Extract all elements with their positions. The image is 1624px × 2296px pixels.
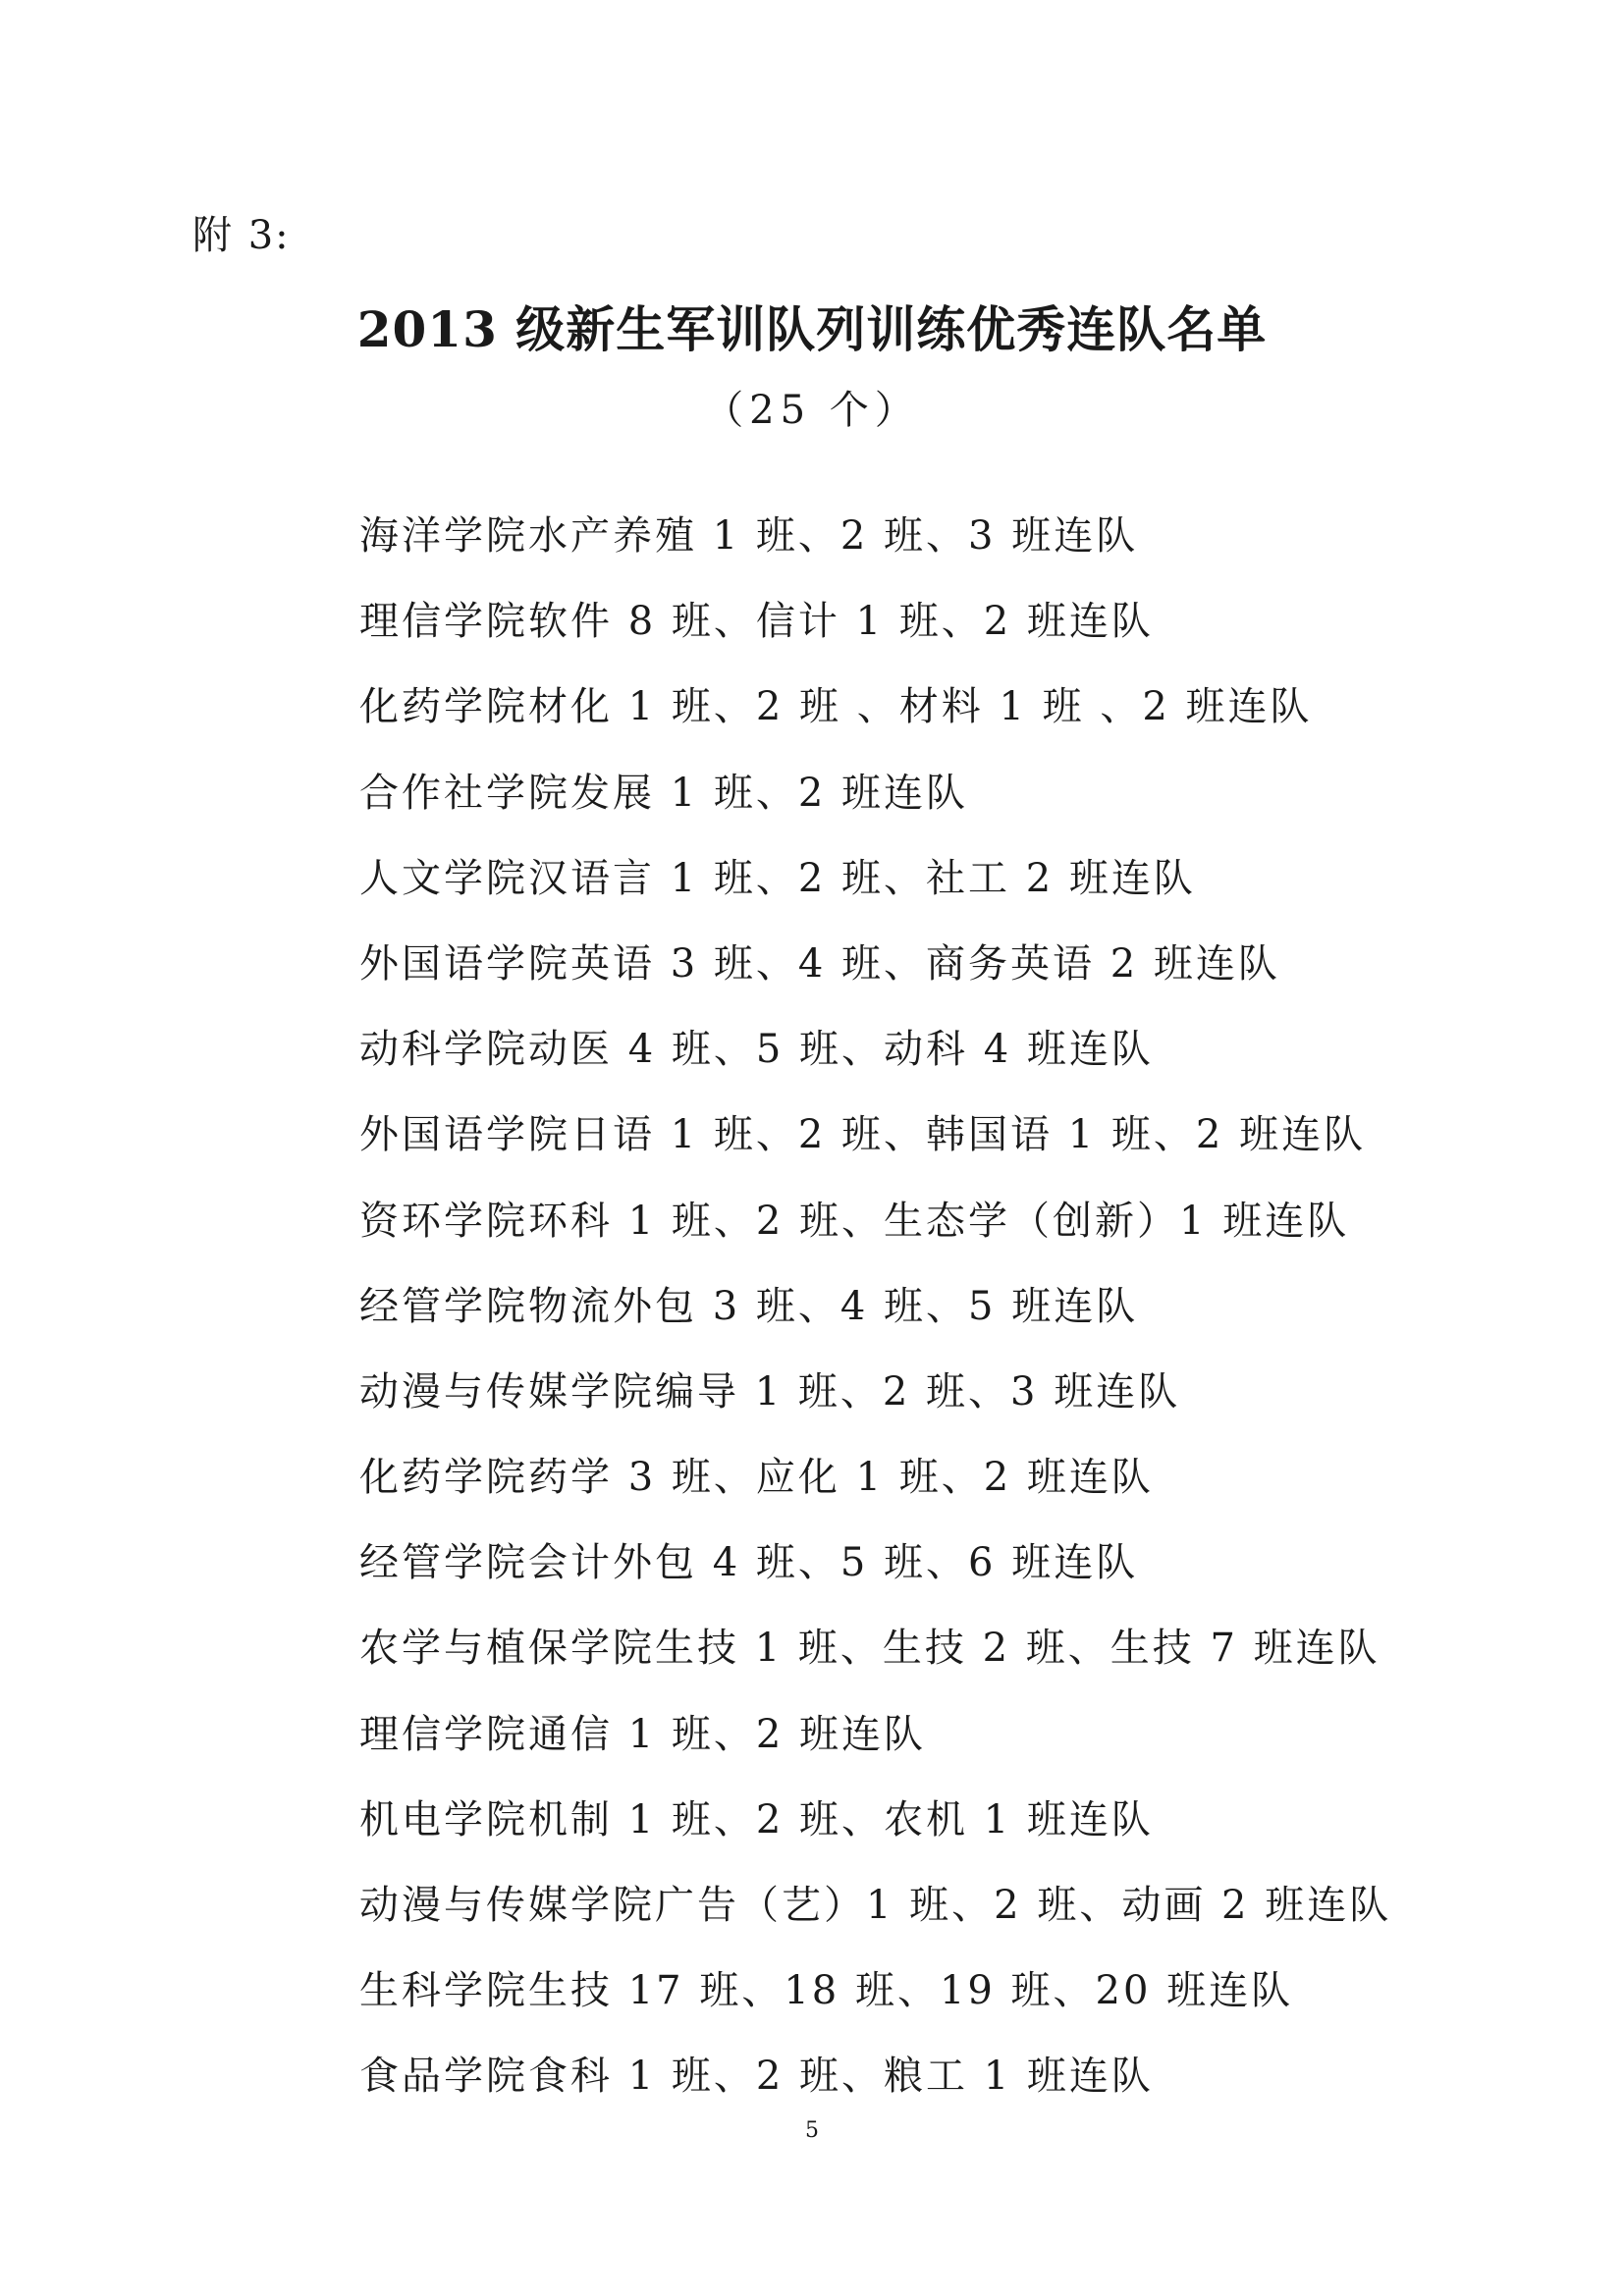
list-item: 合作社学院发展 1 班、2 班连队	[359, 770, 969, 816]
list-item: 外国语学院英语 3 班、4 班、商务英语 2 班连队	[359, 940, 1280, 987]
page-number: 5	[805, 2118, 819, 2143]
list-item: 动科学院动医 4 班、5 班、动科 4 班连队	[359, 1027, 1154, 1073]
list-item: 人文学院汉语言 1 班、2 班、社工 2 班连队	[359, 855, 1196, 901]
list-item: 食品学院食科 1 班、2 班、粮工 1 班连队	[359, 2054, 1154, 2100]
list-item: 化药学院材化 1 班、2 班 、材料 1 班 、2 班连队	[359, 684, 1313, 730]
list-item: 经管学院物流外包 3 班、4 班、5 班连队	[359, 1283, 1139, 1329]
list-item: 经管学院会计外包 4 班、5 班、6 班连队	[359, 1540, 1139, 1586]
list-item: 资环学院环科 1 班、2 班、生态学（创新）1 班连队	[359, 1198, 1350, 1244]
list-item: 化药学院药学 3 班、应化 1 班、2 班连队	[359, 1455, 1154, 1501]
list-item: 生科学院生技 17 班、18 班、19 班、20 班连队	[359, 1968, 1294, 2014]
list-item: 机电学院机制 1 班、2 班、农机 1 班连队	[359, 1796, 1154, 1842]
list-item: 理信学院软件 8 班、信计 1 班、2 班连队	[359, 599, 1154, 645]
document-title: 2013 级新生军训队列训练优秀连队名单	[356, 300, 1268, 358]
attachment-label: 附 3:	[192, 213, 291, 258]
list-item: 海洋学院水产养殖 1 班、2 班、3 班连队	[359, 513, 1139, 559]
list-item: 动漫与传媒学院编导 1 班、2 班、3 班连队	[359, 1368, 1181, 1415]
list-item: 农学与植保学院生技 1 班、生技 2 班、生技 7 班连队	[359, 1626, 1380, 1672]
document-subtitle: （25 个）	[704, 388, 920, 433]
list-item: 外国语学院日语 1 班、2 班、韩国语 1 班、2 班连队	[359, 1112, 1367, 1158]
list-item: 动漫与传媒学院广告（艺）1 班、2 班、动画 2 班连队	[359, 1883, 1392, 1928]
list-item: 理信学院通信 1 班、2 班连队	[359, 1711, 927, 1757]
company-list	[359, 507, 1391, 2133]
